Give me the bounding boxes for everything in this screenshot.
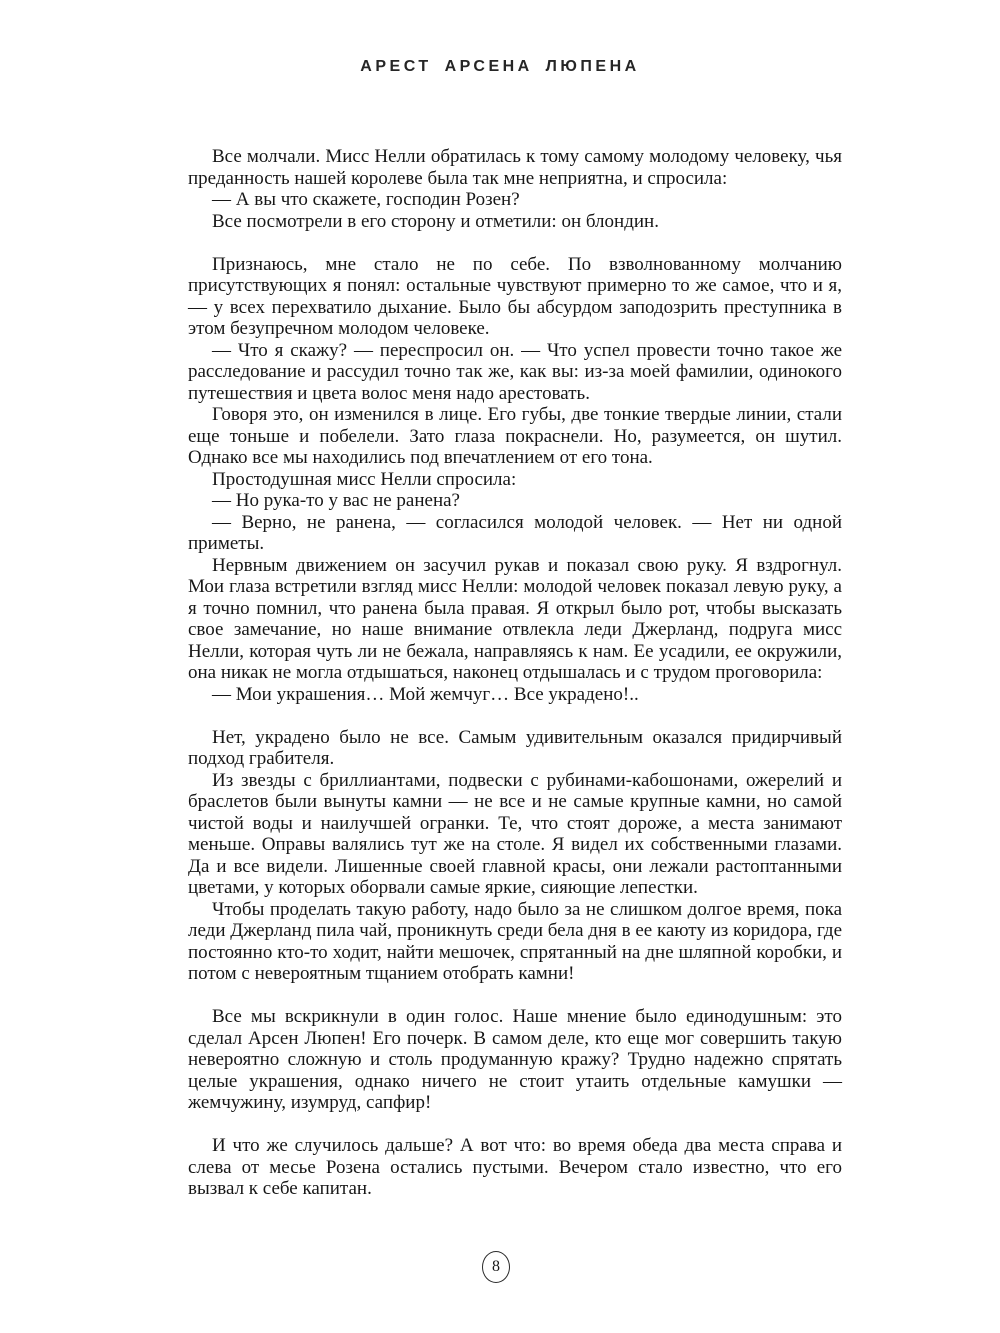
paragraph: — Верно, не ранена, — согласился молодой человек. — Нет ни одной приметы. <box>188 511 842 554</box>
text-section <box>188 1135 842 1200</box>
paragraph: Все мы вскрикнули в один голос. Наше мнение было единодушным: это сделал Арсен Люпен! Его почерк. В самом деле, кто еще мог совершить такую невероятно сложную и столь продуманную кражу? Трудно надежно спрятать целые украшения, однако ничего не стоит утаить отдельные камушки — жемчужину, изумруд, сапфир! <box>188 1006 842 1113</box>
paragraph: — Мои украшения… Мой жемчуг… Все украдено!.. <box>212 683 639 705</box>
paragraph: Чтобы проделать такую работу, надо было за не слишком долгое время, пока леди Джерланд пила чай, проникнуть среди бела дня в ее каюту из коридора, где постоянно кто-то ходит, найти мешочек, спрятанный на дне шляпной коробки, и потом с невероятным тщанием отобрать камни! <box>188 898 842 984</box>
paragraph: Нервным движением он засучил рукав и показал свою руку. Я вздрогнул. Мои глаза встретили взгляд мисс Нелли: молодой человек показал левую руку, а я точно помнил, что ранена была правая. Я открыл было рот, чтобы высказать свое замечание, но наше внимание отвлекла леди Джерланд, подруга мисс Нелли, которая чуть ли не бежала, направляясь к нам. Ее усадили, ее окружили, она никак не могла отдышаться, наконец отдышалась и с трудом проговорила: <box>188 554 842 683</box>
text-section <box>188 727 842 985</box>
page-body <box>188 146 842 1200</box>
paragraph: Простодушная мисс Нелли спросила: <box>212 468 517 490</box>
page-number: 8 <box>492 1258 500 1275</box>
text-section <box>188 146 842 232</box>
text-section <box>188 254 842 706</box>
paragraph: Нет, украдено было не все. Самым удивительным оказался придирчивый подход грабителя. <box>188 726 842 769</box>
paragraph: — А вы что скажете, господин Розен? <box>212 189 520 210</box>
paragraph: Все молчали. Мисс Нелли обратилась к тому самому молодому человеку, чья преданность нашей королеве была так мне неприятна, и спросила: <box>188 146 842 189</box>
paragraph: Из звезды с бриллиантами, подвески с рубинами-кабошонами, ожерелий и браслетов были вынуты камни — не все и не самые крупные камни, но самой чистой воды и наилучшей огранки. Те, что стоят дороже, а места занимают меньше. Оправы валялись тут же на столе. Я видел их собственными глазами. Да и все видели. Лишенные своей главной красы, они лежали растоптанными цветами, у которых оборвали самые яркие, сияющие лепестки. <box>188 769 842 898</box>
running-head: АРЕСТ АРСЕНА ЛЮПЕНА <box>360 58 640 75</box>
paragraph: Все посмотрели в его сторону и отметили: он блондин. <box>212 210 659 232</box>
paragraph: И что же случилось дальше? А вот что: во время обеда два места справа и слева от месье Розена остались пустыми. Вечером стало известно, что его вызвал к себе капитан. <box>188 1135 842 1199</box>
paragraph: Признаюсь, мне стало не по себе. По взволнованному молчанию присутствующих я понял: остальные чувствуют примерно то же самое, что и я, — у всех перехватило дыхание. Было бы абсурдом заподозрить преступника в этом безупречном молодом человеке. <box>188 253 842 339</box>
paragraph: — Что я скажу? — переспросил он. — Что успел провести точно такое же расследование и рассудил точно так же, как вы: из-за моей фамилии, одинокого путешествия и цвета волос меня надо арестовать. <box>188 339 842 404</box>
page-number-badge <box>482 1251 510 1283</box>
page-footer <box>0 1251 1000 1283</box>
paragraph: Говоря это, он изменился в лице. Его губы, две тонкие твердые линии, стали еще тоньше и побелели. Зато глаза покраснели. Но, разумеется, он шутил. Однако все мы находились под впечатлением от его тона. <box>188 404 842 468</box>
text-section <box>188 1006 842 1114</box>
paragraph: — Но рука-то у вас не ранена? <box>212 490 460 511</box>
